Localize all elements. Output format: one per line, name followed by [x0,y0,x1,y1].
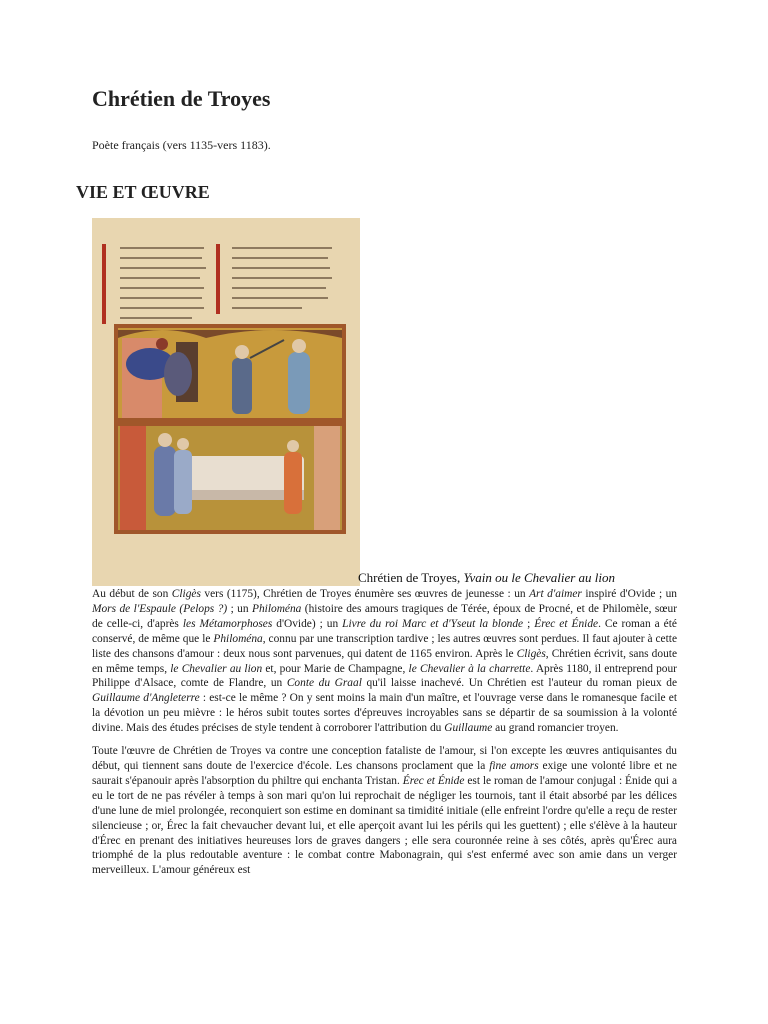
text: . Après 1180, il entreprend pour Philippe d'Alsace, comte de Flandre, un [92,662,677,690]
article-body [92,587,677,886]
text: ; un [227,602,253,615]
work-title: Guillaume [444,722,493,735]
text: Toute l'œuvre de Chrétien de Troyes va contre une conception fataliste de l'amour, si l'on excepte les œuvres antiquisantes du début, qui tiennent sans doute de l'exercice d'école. Les chansons proclament que la [92,745,677,772]
paragraph-1 [92,587,677,736]
work-title: Mors de l'Espaule (Pelops ?) [92,602,228,615]
text: Au début de son [92,588,172,600]
work-title: Guillaume d'Angleterre [92,692,200,705]
text: , Chrétien écrivit, sans doute en même temps, [92,647,677,675]
text: . Ce roman a été conservé, de même que le [92,617,677,645]
manuscript-illustration [92,218,360,586]
work-title: Livre du roi Marc et d'Yseut la blonde [342,617,524,630]
work-title: Philoména [213,632,263,645]
text: est le roman de l'amour conjugal : Énide qui a eu le tort de ne pas révéler à temps à son mari qu'on lui reprochait de négliger les tournois, tant il était absorbé par les délices d'une lune de miel prolongée, reconquiert son estime en dominant sa timidité initiale (elle enfreint l'ordre qu'elle a reçu de rester silencieuse ; or, Érec la fait chevaucher devant lui, et elle aperçoit avant lui les périls qui les guettent) ; elle s'élève à la hauteur d'Érec en prenant des initiatives heureuses lors de graves dangers ; elle sera couronnée reine à ses côtés, après qu'Érec aura triomphé de la plus redoutable aventure : le combat contre Mabonagrain, qui s'est enfermé avec son amie dans un verger merveilleux. L'amour généreux est [92,774,677,877]
text: et, pour Marie de Champagne, [262,662,409,675]
figure-caption [358,570,615,586]
text: vers (1175), Chrétien de Troyes énumère ses œuvres de jeunesse : un [200,588,530,600]
work-title: Conte du Graal [286,677,362,690]
text: d'Ovide) ; un [272,617,343,630]
work-title: les Métamorphoses [182,617,273,630]
caption-work-title: Yvain ou le Chevalier au lion [463,570,615,585]
page-title: Chrétien de Troyes [92,86,271,111]
work-title: Cligès [516,647,546,660]
work-title: Philoména [252,602,302,615]
work-title: le Chevalier au lion [170,662,263,675]
paragraph-2 [92,744,677,878]
text: , connu par une transcription tardive ; les autres œuvres sont perdues. Il faut ajouter à cette liste des chansons d'amour : deux nous sont parvenues, qui datent de 1165 environ. Après le [92,632,677,660]
work-title: Cligès [171,588,201,600]
text: inspiré d'Ovide ; un [581,588,677,600]
text: exige une volonté libre et ne saurait s'épanouir après l'absorption du philtre qui enchanta Tristan. [92,759,677,787]
work-title: Art d'aimer [529,588,582,600]
caption-author: Chrétien de Troyes, [358,570,464,585]
text: (histoire des amours tragiques de Térée, époux de Procné, et de Philomèle, sœur de celle-ci, d'après [92,602,678,630]
text: qu'il laisse inachevé. Un Chrétien est l'auteur du roman pieux de [361,677,677,690]
section-heading: VIE ET ŒUVRE [76,182,210,202]
work-title: Érec et Énide [534,617,599,630]
article-subtitle: Poète français (vers 1135-vers 1183). [92,138,271,152]
text: ; [523,617,535,630]
work-title: le Chevalier à la charrette [408,662,531,675]
text: au grand romancier troyen. [492,722,619,735]
work-title: fine amors [489,759,539,772]
text: : est-ce le même ? On y sent moins la main d'un maître, et l'ouvrage verse dans le romanesque facile et la dévotion un peu mièvre : le héros subit toutes sortes d'épreuves incroyables sans se départir de sa soumission à la volonté divine. Mais des études précises de style tendent à corroborer l'attribution du [92,692,677,735]
work-title: Érec et Énide [402,774,465,787]
